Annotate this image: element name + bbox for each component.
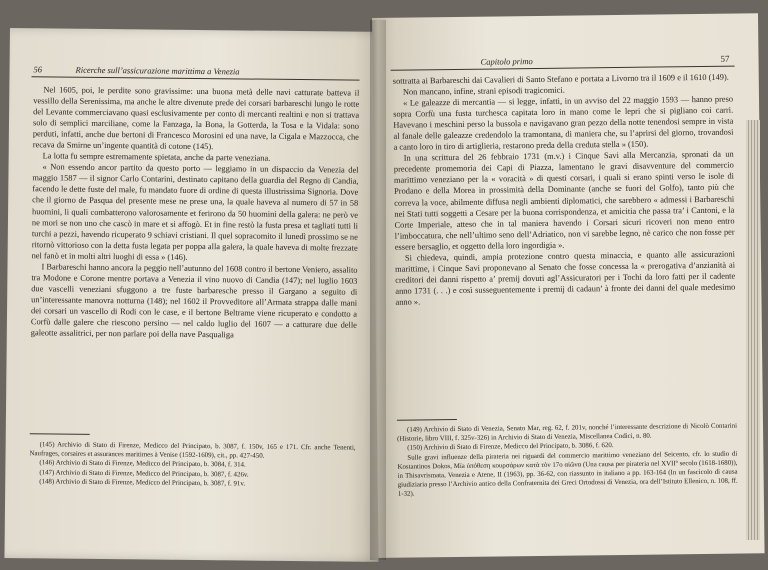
left-footnote: (145) Archivio di Stato di Firenze, Medicco del Principato, b. 3087, f. 150v, 165 e 171. Cfr. anche Tenenti, Naufrages, corsaires et assurances maritimes à Venise (1592-1609), cit., pp. 427-450. <box>29 441 356 460</box>
left-footnotes <box>29 440 355 489</box>
page-edges <box>746 120 760 540</box>
left-footnote: (148) Archivio di Stato di Firenze, Medicco del Principato, b. 3087, f. 91v. <box>39 478 246 488</box>
left-running-head: Ricerche sull’assicurazione marittima a Venezia <box>75 64 240 77</box>
right-footnotes <box>397 422 738 500</box>
left-body-text <box>31 84 360 341</box>
left-page <box>4 28 384 562</box>
right-body-text <box>393 72 736 308</box>
right-paragraph: In una scrittura del 26 febbraio 1731 (m.v.) i Cinque Savi alla Mercanzia, spronati da un precedente promemoria dei Capi di Piazza, lamentano le gravi disavventure del commercio marittimo veneziano per la « voracità » di questi corsari, i quali si erano spinti verso le isole di Prodano e della Morea in prossimità della Dominante (anche se fuori del Golfo), tanto più che correva la voce, abilmente diffusa negli ambienti diplomatici, che sarebbero « admessi i Barbareschi nei Stati tutti soggetti a Cesare per la buona corrispondenza, et amicitia che passa tra’ i Cantoni, e la Corte Imperiale, atteso che in tal maniera havendo i Corsari sicuri ricoveri non meno entro l’imboccatura, che nell’ultimo seno dell’Adriatico, non vi sarebbe legno, nè carico che non fosse per essere bersaglio, et oggetto della loro ingordigia ». <box>393 149 735 252</box>
right-running-head: Capitolo primo <box>480 56 533 67</box>
left-footnote-rule <box>30 433 90 435</box>
left-paragraph: La lotta fu sempre estremamente spietata, anche da parte veneziana. <box>42 151 271 164</box>
right-paragraph: Si chiedeva, quindi, ampia protezione contro questa minaccia, e quanto alle assicurazioni marittime, i Cinque Savi proponevano al Senato che fosse concessa la « prerogativa d’anzianità ai creditori dei danni rispetto a’ premij dovuti agl’Assicuratori per i Tochi da loro fatti per il cadente anno 1731 (. . .) e così susseguentemente i premij di cadaun’ à fronte dei danni del quale medesimo anno ». <box>395 249 736 307</box>
right-paragraph: sottratta ai Barbareschi dai Cavalieri di Santo Stefano e portata a Livorno tra il 1609 e il 1610 (149). <box>392 72 729 86</box>
right-paragraph: « Le galeazze di mercantia — si legge, infatti, in un avviso del 22 maggio 1593 — hanno preso sopra Corfù una fusta turchesca capitata loro in mano come le lepri che si pigliano coi carri. Havevano i meschini perso la bussola e navigavano gran pezzo della notte tenendosi sempre in vista al fanale delle galeazze credendolo la tramontana, di maniera che, su l’aprirsi del giorno, trovandosi a canto loro in tiro di artiglieria, restarono preda della creduta stella » (150). <box>393 94 734 153</box>
right-header-rule <box>391 66 735 71</box>
right-footnote-rule <box>397 419 457 421</box>
right-footnote: Sulle gravi influenze della pirateria nei riguardi del commercio marittimo veneziano del Seicento, cfr. lo studio di Kostantinos Dokos, Mía ὑπόθεση κουρσάρων κατὰ τὸν 17ο αἰῶνα (Una causa per pirateria nel XVIIº secolo (1618-1680)), in Thisavrismata, Venezia e Atene, II (1963), pp. 36-62, con riassunto in italiano a pp. 163-164 (In un fascicolo di causa giudiziaria presso l’Archivio antico della Confraternita dei Greci Ortodossi di Venezia, ora dell’Istituto Ellenico, n. 108, ff. 1-32). <box>397 450 738 499</box>
book-gutter <box>370 20 386 560</box>
left-footnote: (146) Archivio di Stato di Firenze, Medicco del Principato, b. 3084, f. 314. <box>39 459 246 469</box>
left-footnote: (147) Archivio di Stato di Firenze, Medicco del Principato, b. 3087, f. 426v. <box>39 468 249 479</box>
right-page <box>372 13 765 558</box>
left-page-number: 56 <box>33 64 43 75</box>
left-paragraph: I Barbareschi hanno ancora la peggio nell’autunno del 1608 contro il bertone Veniero, assalito tra Modone e Corone mentre portava a Venezia il vino nuovo di Candia (147); nel luglio 1603 due vascelli veneziani sfuggono a tre fuste barbaresche presso il Gargano a seguito di un’interessante manovra notturna (148); nel 1602 il Provveditore all’Armata strappa dalle mani dei corsari un vascello di Rodi con le case, e il bertone Beltrame viene ricuperato e condotto a Corfù dalle galere che riescono persino — nel caldo luglio del 1607 — a catturare due delle galeotte assalitrici, per non parlare poi della nave Pasqualiga <box>30 262 358 340</box>
right-paragraph: Non mancano, infine, strani episodi tragicomici. <box>402 85 565 97</box>
left-header-rule <box>31 76 359 80</box>
right-footnote: (150) Archivio di Stato di Firenze, Medicco del Principato, b. 3086, f. 620. <box>407 442 614 453</box>
left-paragraph: « Non essendo ancor partito da questo porto — leggiamo in un dispaccio da Venezia del maggio 1587 — il signor Carlo Contarini, destinato capitano della guardia del Regno di Candia, facendo le dette fuste del male, fu mandato fuore di ordine di questa illustrissima Signoria. Dove che il giorno de Pasqua del presente mese ne prese una, la quale haveva al numero di 57 in 58 huomini, li quali combatterono valorosamente et ferirono da 50 huomini della galera: ne però ve ne mori se non uno che cascò in mare et si affogò. Et in fine restò la fusta presa et tagliati tutti li turchi a pezzi, havendo ricuperato 9 schiavi cristiani. Il quel sopracomito il lunedì prossimo se ne ritornò vittorioso con la detta fusta legata per poppa alla galera, la quale haveva di molte frezzate nel fanò et in molti altri luoghi di essa » (146). <box>31 162 359 262</box>
left-paragraph: Nel 1605, poi, le perdite sono gravissime: una buona metà delle navi catturate batteva il vessillo della Serenissima, ma anche le altre divenute prede dei corsari barbareschi lungo le rotte del Levante commerciavano quasi esclusivamente per conto di mercanti realtini e non si trattava solo di semplici marciliane, come la Fanzaga, la Bona, la Gotterda, la Tosa e la Vidala: sono perduti, infatti, anche due bertoni di Francesco Morosini ed una nave, la Cigala e Mazzocca, che recava da Smirne un’ingente quantità di cotone (145). <box>32 85 360 152</box>
right-footnote: (149) Archivio di Stato di Venezia, Senato Mar, reg. 62, f. 201v, nonché l’interessante descrizione di Nicolò Contarini (Historie, libro VIII, f. 325v-326) in Archivio di Stato di Venezia, Miscellanea Codici, n. 80. <box>397 422 738 443</box>
right-page-number: 57 <box>720 53 730 64</box>
